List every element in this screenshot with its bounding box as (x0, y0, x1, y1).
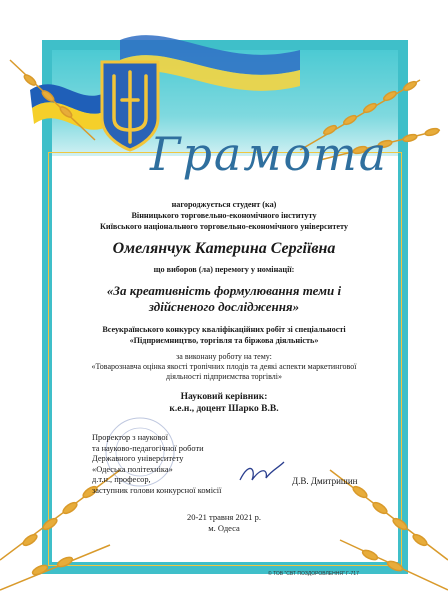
topic-line-2: діяльності підприємства торгівлі» (165, 372, 283, 381)
print-mark: © ТОВ "СВТ ПОЗДОРОВЛЕННЯ" Г-717 (268, 571, 359, 577)
contest-line-2: «Підприємництво, торгівля та біржова діяльність» (129, 336, 319, 345)
signature-mark (240, 462, 284, 480)
signatory-line-5: д.т.н., професор, (92, 475, 151, 485)
supervisor-label: Науковий керівник: (180, 392, 268, 402)
topic-line-1: «Товарознавча оцінка якості тропічних плодів та деякі аспекти маркетингової (91, 362, 357, 371)
document-title: Грамота (150, 127, 389, 181)
signatory-line-2: та науково-педагогічної роботи (92, 443, 204, 453)
signatory-name: Д.В. Дмитришин (292, 476, 358, 486)
supervisor-name: к.е.н., доцент Шарко В.В. (169, 404, 279, 414)
signatory-line-6: заступник голови конкурсної комісії (92, 485, 222, 495)
university-line: Київського національного торговельно-економічного університету (99, 222, 349, 231)
signatory-line-1: Проректор з наукової (92, 433, 168, 442)
date-line: 20-21 травня 2021 р. (187, 512, 261, 522)
signatory-line-3: Державного університету (92, 454, 184, 464)
recipient-name: Омелянчук Катерина Сергіївна (112, 240, 336, 257)
signatory-block (92, 433, 221, 497)
nomination-line-2: здійсненого дослідження» (148, 299, 300, 314)
awarded-line: нагороджується студент (ка) (171, 200, 277, 209)
won-line: що виборов (ла) перемогу у номінації: (153, 265, 295, 274)
signatory-line-4: «Одеська політехніка» (92, 464, 173, 474)
contest-line-1: Всеукраїнського конкурсу кваліфікаційних робіт зі спеціальності (102, 325, 346, 334)
city-line: м. Одеса (208, 523, 240, 533)
topic-intro: за виконану роботу на тему: (176, 352, 272, 361)
institute-line: Вінницького торговельно-економічного інституту (131, 211, 317, 220)
nomination-line-1: «За креативність формулювання теми і (106, 283, 342, 298)
